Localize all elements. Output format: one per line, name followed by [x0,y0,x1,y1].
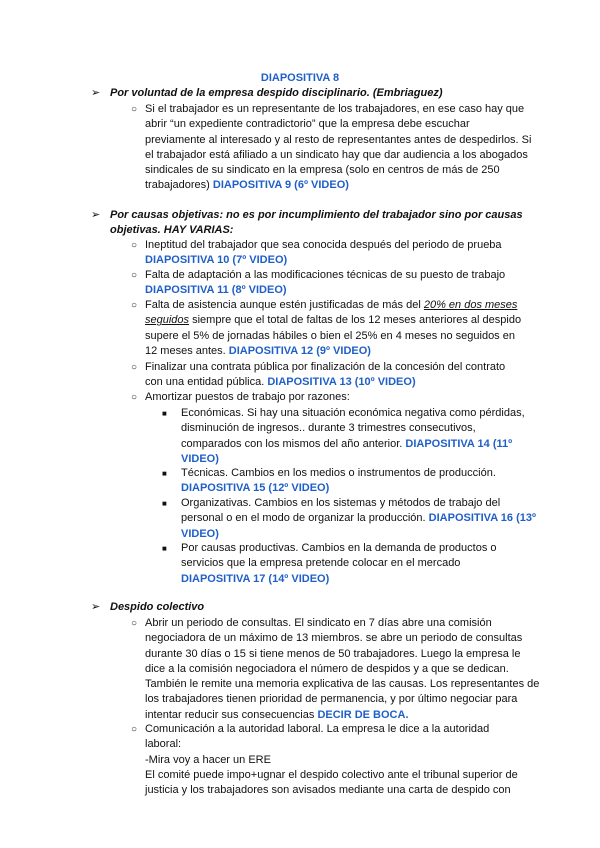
circle-bullet-icon: ○ [131,362,138,373]
circle-bullet-icon: ○ [131,618,138,629]
list-item [145,616,540,723]
item-text: siempre que el total de faltas de los 12 meses anteriores al despido supere el 5% de jornadas hábiles o bien el 25% en 4 meses no seguidos en 12 meses antes. [145,314,522,357]
item-text: Organizativas. Cambios en los sistemas y métodos de trabajo del personal o en el modo de organizar la producción. [181,497,501,525]
slide-reference-link[interactable]: DIAPOSITIVA 12 (9º VIDEO) [228,344,371,357]
list-item [145,298,527,359]
slide-reference-link[interactable]: DECIR DE BOCA. [317,708,409,721]
circle-bullet-icon: ○ [131,724,138,735]
section-heading-disciplinary: Por voluntad de la empresa despido disciplinario. (Embriaguez) [110,87,443,99]
arrow-bullet-icon: ➢ [91,601,101,613]
square-bullet-icon: ■ [162,544,167,553]
circle-bullet-icon: ○ [131,270,138,281]
arrow-bullet-icon: ➢ [91,87,101,99]
item-text: Comunicación a la autoridad laboral. La empresa le dice a la autoridad laboral: [145,723,490,751]
item-text: -Mira voy a hacer un ERE [145,753,271,766]
list-item [145,360,520,391]
item-text: Por causas productivas. Cambios en la demanda de productos o servicios que la empresa pretende colocar en el mercado [181,542,497,570]
slide-reference-link[interactable]: DIAPOSITIVA 16 (13º VIDEO) [181,512,536,540]
list-item [145,238,540,269]
square-bullet-icon: ■ [162,469,167,478]
item-text: Finalizar una contrata pública por finalización de la concesión del contrato con una entidad pública. [145,361,506,389]
section-heading-collective: Despido colectivo [110,601,205,613]
circle-bullet-icon: ○ [131,240,138,251]
sub-list-item [181,466,536,497]
slide-reference-link[interactable]: DIAPOSITIVA 14 (11º VIDEO) [181,437,513,465]
arrow-bullet-icon: ➢ [91,209,101,221]
slide-title: DIAPOSITIVA 8 [260,72,340,84]
list-item [145,268,540,299]
item-text: Si el trabajador es un representante de los trabajadores, en ese caso hay que abrir “un expediente contradictorio” que la empresa debe escuchar previamente al interesado y al resto de representantes antes de despedirlos. Si el trabajador está afiliado a un sindicato hay que dar audiencia a los abogados sindicales de su sindicato en la empresa (solo en centros de más de 250 trabajadores) [145,103,532,192]
slide-reference-link[interactable]: DIAPOSITIVA 11 (8º VIDEO) [145,284,287,297]
square-bullet-icon: ■ [162,499,167,508]
item-text: El comité puede impo+ugnar el despido colectivo ante el tribunal superior de justicia y los trabajadores son avisados mediante una carta de despido con [145,768,518,797]
circle-bullet-icon: ○ [131,392,138,403]
slide-reference-link[interactable]: DIAPOSITIVA 15 (12º VIDEO) [181,482,330,495]
item-text: Económicas. Si hay una situación económica negativa como pérdidas, disminución de ingresos.. durante 3 trimestres consecutivos, comparados con los mismos del año anterior. [181,407,525,450]
list-item [145,722,525,798]
square-bullet-icon: ■ [162,409,167,418]
item-text-emphasis: 20% en dos meses seguidos [145,299,518,327]
list-item [145,102,533,194]
slide-reference-link[interactable]: DIAPOSITIVA 13 (10º VIDEO) [267,376,416,389]
sub-list-item [181,406,536,467]
circle-bullet-icon: ○ [131,300,138,311]
item-text: Falta de adaptación a las modificaciones técnicas de su puesto de trabajo [145,269,506,281]
item-text: Abrir un periodo de consultas. El sindicato en 7 días abre una comisión negociadora de un máximo de 13 miembros. se abre un periodo de consultas durante 30 días o 15 si tiene menos de 50 trabajadores. Luego la empresa le dice a la comisión negociadora el número de despidos y a que se dedican. También le remite una memoria explicativa de las causas. Los representantes de los trabajadores tienen prioridad de permanencia, y por último negociar para intentar reducir sus consecuencias [145,617,540,721]
section-heading-objective: Por causas objetivas: no es por incumplimiento del trabajador sino por causas objetivas. HAY VARIAS: [110,209,523,236]
slide-reference-link[interactable]: DIAPOSITIVA 10 (7º VIDEO) [145,254,288,267]
sub-list-item [181,541,521,587]
sub-list-item [181,496,536,542]
item-text: Falta de asistencia aunque estén justificadas de más del [145,299,421,311]
item-text: Ineptitud del trabajador que sea conocida después del periodo de prueba [145,239,502,251]
list-item: Amortizar puestos de trabajo por razones: [145,391,350,403]
circle-bullet-icon: ○ [131,104,138,115]
slide-reference-link[interactable]: DIAPOSITIVA 17 (14º VIDEO) [181,572,330,585]
item-text: Técnicas. Cambios en los medios o instrumentos de producción. [181,467,496,479]
slide-reference-link[interactable]: DIAPOSITIVA 9 (6º VIDEO) [212,179,349,192]
